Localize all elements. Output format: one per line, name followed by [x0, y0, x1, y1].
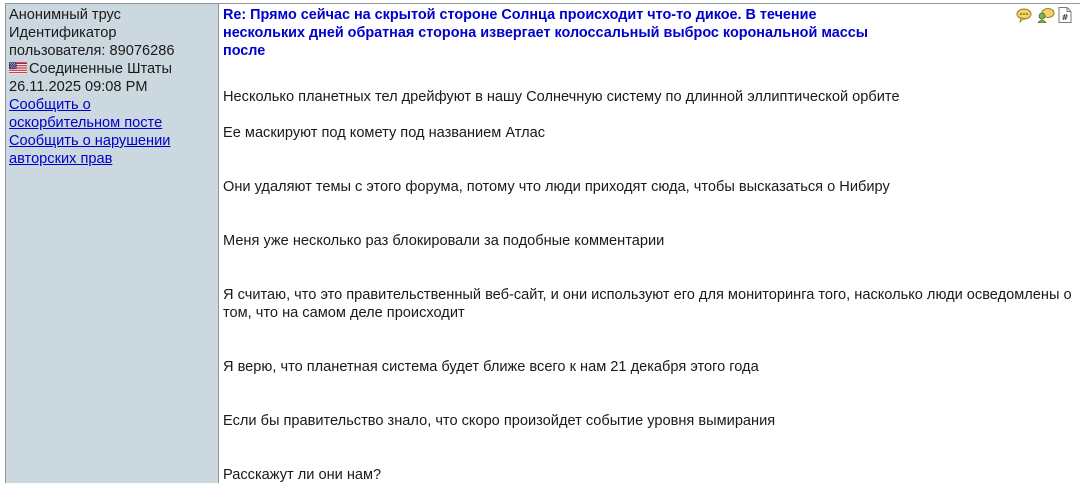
post-paragraph: Я считаю, что это правительственный веб-сайт, и они используют его для мониторинга того, насколько люди осведомлены о том, что на самом деле происходит [223, 287, 1072, 321]
post-paragraph: Расскажут ли они нам? [223, 467, 382, 483]
post-paragraph: Они удаляют темы с этого форума, потому что люди приходят сюда, чтобы высказаться о Нибиру [223, 179, 890, 195]
post-paragraph: Я верю, что планетная система будет ближе всего к нам 21 декабря этого года [223, 359, 759, 375]
post-paragraph: Меня уже несколько раз блокировали за подобные комментарии [223, 233, 665, 249]
post-paragraph: Несколько планетных тел дрейфуют в нашу Солнечную систему по длинной эллиптической орбите [223, 89, 900, 105]
report-copyright-link[interactable] [9, 132, 218, 168]
report-abuse-link[interactable] [9, 96, 218, 132]
post-content [223, 88, 1080, 483]
author-sidebar [6, 4, 219, 483]
report-abuse-line-1: Сообщить о [9, 97, 91, 113]
author-country-row [9, 60, 218, 78]
author-id-label: Идентификатор [9, 25, 117, 41]
author-country: Соединенные Штаты [29, 61, 172, 77]
reply-user-icon[interactable] [1037, 7, 1053, 23]
report-copyright-line-2: авторских прав [9, 151, 113, 167]
post-paragraph: Если бы правительство знало, что скоро произойдет событие уровня вымирания [223, 413, 776, 429]
forum-post [5, 3, 1080, 483]
post-paragraph: Ее маскируют под комету под названием Атлас [223, 125, 546, 141]
us-flag-icon [9, 62, 27, 74]
author-id-value: пользователя: 89076286 [9, 43, 175, 59]
permalink-page-icon[interactable] [1058, 7, 1074, 23]
author-name: Анонимный трус [9, 7, 121, 23]
post-datetime: 26.11.2025 09:08 PM [9, 79, 148, 95]
report-copyright-line-1: Сообщить о нарушении [9, 133, 171, 149]
report-abuse-line-2: оскорбительном посте [9, 115, 163, 131]
post-body [219, 4, 1080, 483]
post-action-icons [1016, 7, 1074, 23]
quote-bubble-icon[interactable] [1016, 7, 1032, 23]
svg-text:#: # [1061, 13, 1069, 22]
post-title: Re: Прямо сейчас на скрытой стороне Солнца происходит что-то дикое. В течение нескольких дней обратная сторона извергает колоссальный выброс корональной массы после [223, 7, 869, 59]
